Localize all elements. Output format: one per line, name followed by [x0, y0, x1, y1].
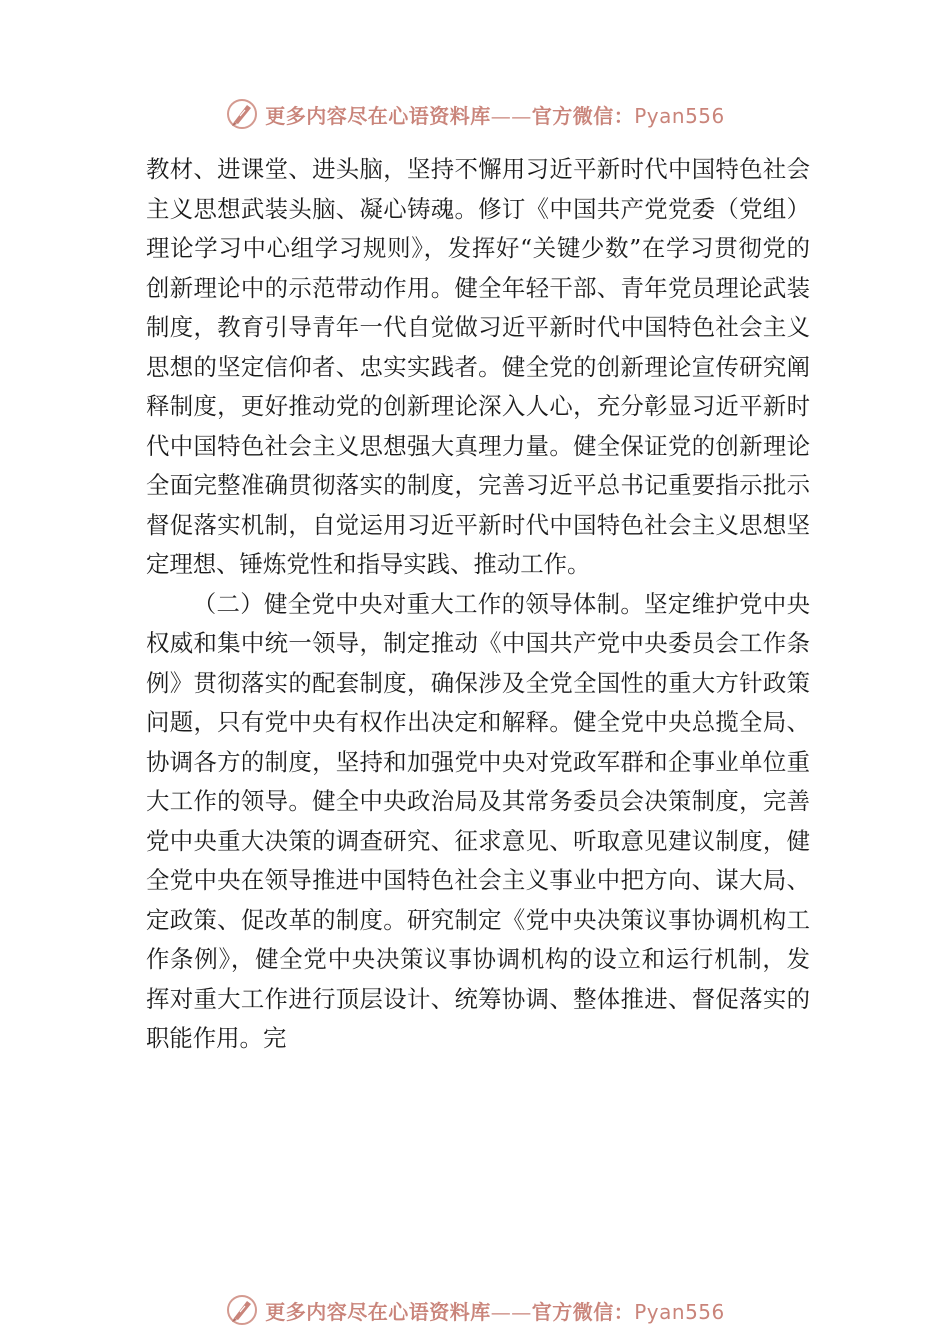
paragraph-section-two: （二）健全党中央对重大工作的领导体制。坚定维护党中央权威和集中统一领导，制定推动《中国共产党中央委员会工作条例》贯彻落实的配套制度，确保涉及全党全国性的重大方针政策问题，只有党中央有权作出决定和解释。健全党中央总揽全局、协调各方的制度，坚持和加强党中央对党政军群和企事业单位重大工作的领导。健全中央政治局及其常务委员会决策制度，完善党中央重大决策的调查研究、征求意见、听取意见建议制度，健全党中央在领导推进中国特色社会主义事业中把方向、谋大局、定政策、促改革的制度。研究制定《党中央决策议事协调机构工作条例》，健全党中央决策议事协调机构的设立和运行机制，发挥对重大工作进行顶层设计、统筹协调、整体推进、督促落实的职能作用。完 — [146, 589, 810, 1052]
header-watermark — [0, 94, 950, 134]
paragraph-continuation: 教材、进课堂、进头脑，坚持不懈用习近平新时代中国特色社会主义思想武装头脑、凝心铸魂。修订《中国共产党党委（党组）理论学习中心组学习规则》，发挥好“关键少数”在学习贯彻党的创新理论中的示范带动作用。健全年轻干部、青年党员理论武装制度，教育引导青年一代自觉做习近平新时代中国特色社会主义思想的坚定信仰者、忠实实践者。健全党的创新理论宣传研究阐释制度，更好推动党的创新理论深入人心，充分彰显习近平新时代中国特色社会主义思想强大真理力量。健全保证党的创新理论全面完整准确贯彻落实的制度，完善习近平总书记重要指示批示督促落实机制，自觉运用习近平新时代中国特色社会主义思想坚定理想、锤炼党性和指导实践、推动工作。 — [146, 155, 810, 578]
quill-pen-logo-icon — [225, 97, 259, 131]
watermark-label: 官方微信： — [531, 1299, 635, 1324]
watermark-text — [265, 100, 725, 129]
watermark-brand: 更多内容尽在心语资料库 — [265, 1299, 491, 1324]
watermark-separator: —— — [490, 103, 532, 128]
quill-pen-logo-icon — [225, 1293, 259, 1327]
watermark-label: 官方微信： — [531, 103, 635, 128]
watermark-separator: —— — [490, 1299, 532, 1324]
watermark-wechat-id: Pyan556 — [634, 103, 725, 128]
document-body — [146, 150, 810, 1059]
watermark-text — [265, 1296, 725, 1325]
watermark-brand: 更多内容尽在心语资料库 — [265, 103, 491, 128]
footer-watermark — [0, 1290, 950, 1330]
watermark-wechat-id: Pyan556 — [634, 1299, 725, 1324]
